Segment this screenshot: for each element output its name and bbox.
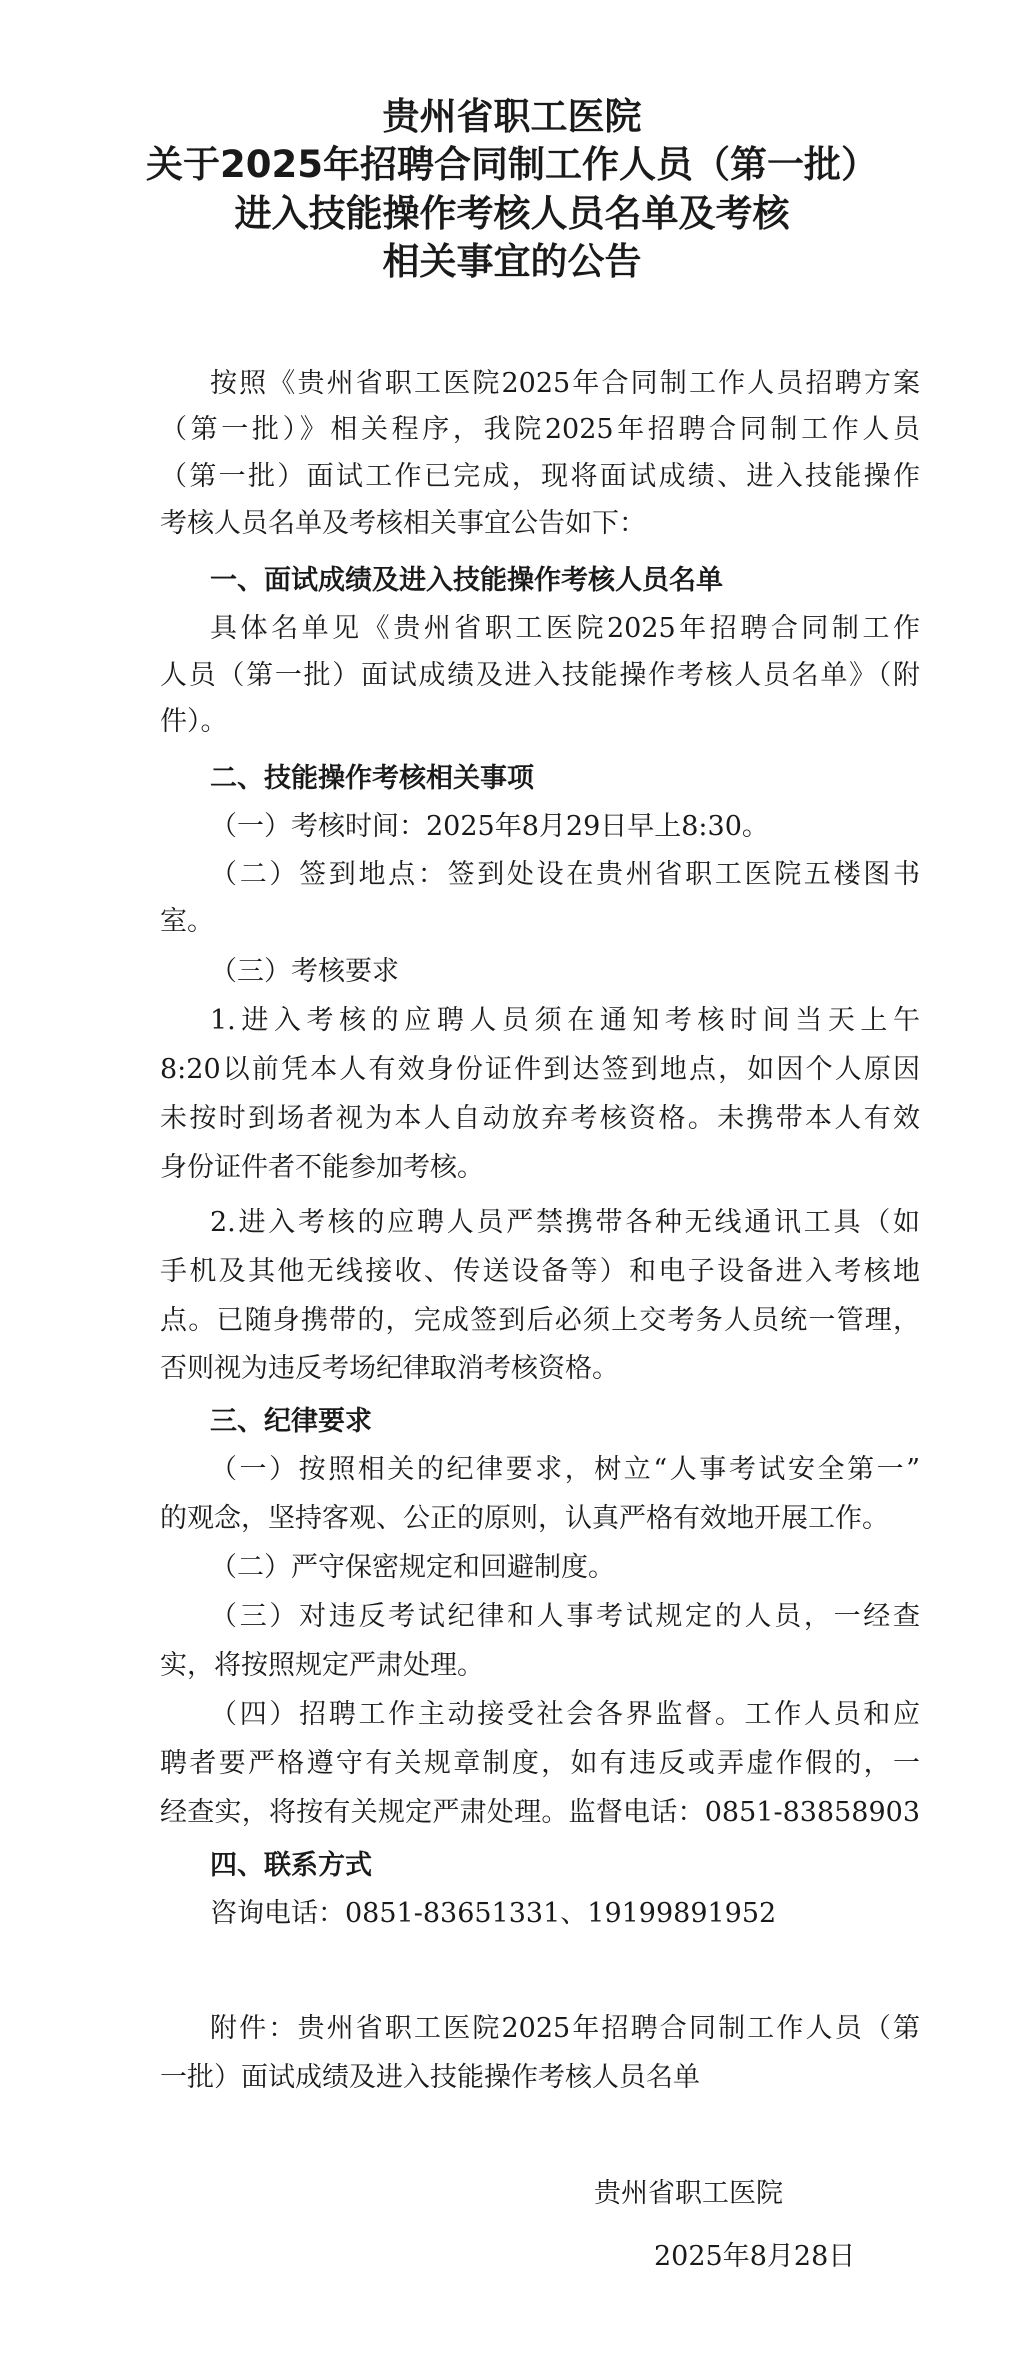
requirement-1-line: 身份证件者不能参加考核。 — [160, 1152, 484, 1183]
discipline-4-line: 聘者要严格遵守有关规章制度，如有违反或弄虚作假的，一 — [160, 1748, 920, 1779]
issuing-organization: 贵州省职工医院 — [594, 2178, 783, 2209]
requirement-1-line: 8:20以前凭本人有效身份证件到达签到地点，如因个人原因 — [160, 1054, 920, 1085]
section-3-heading: 三、纪律要求 — [210, 1406, 372, 1437]
contact-phone: 咨询电话：0851-83651331、19199891952 — [210, 1898, 777, 1929]
requirement-2-line: 手机及其他无线接收、传送设备等）和电子设备进入考核地 — [160, 1256, 920, 1287]
intro-line: （第一批）面试工作已完成，现将面试成绩、进入技能操作 — [160, 461, 920, 492]
check-in-location-cont: 室。 — [160, 906, 214, 937]
section-1-line: 人员（第一批）面试成绩及进入技能操作考核人员名单》（附 — [160, 660, 920, 691]
requirement-2-line: 否则视为违反考场纪律取消考核资格。 — [160, 1353, 619, 1384]
section-1-heading: 一、面试成绩及进入技能操作考核人员名单 — [210, 565, 723, 596]
section-1-line: 件）。 — [160, 706, 228, 737]
discipline-4-line: （四）招聘工作主动接受社会各界监督。工作人员和应 — [210, 1699, 920, 1730]
section-4-heading: 四、联系方式 — [210, 1850, 372, 1881]
issue-date: 2025年8月28日 — [654, 2241, 856, 2272]
intro-line: 考核人员名单及考核相关事宜公告如下： — [160, 508, 646, 539]
title-line-3: 进入技能操作考核人员名单及考核 — [234, 192, 790, 235]
title-line-2: 关于2025年招聘合同制工作人员（第一批） — [146, 143, 878, 186]
title-line-4: 相关事宜的公告 — [382, 240, 642, 283]
requirement-1-line: 1.进入考核的应聘人员须在通知考核时间当天上午 — [210, 1005, 920, 1036]
discipline-1-line: 的观念，坚持客观、公正的原则，认真严格有效地开展工作。 — [160, 1503, 889, 1534]
attachment-line: 附件：贵州省职工医院2025年招聘合同制工作人员（第 — [210, 2013, 920, 2044]
exam-requirements-label: （三）考核要求 — [210, 956, 399, 987]
discipline-1-line: （一）按照相关的纪律要求，树立“人事考试安全第一” — [210, 1454, 920, 1485]
exam-time: （一）考核时间：2025年8月29日早上8:30。 — [210, 811, 769, 842]
discipline-4-line: 经查实，将按有关规定严肃处理。监督电话：0851-83858903 — [160, 1797, 920, 1828]
requirement-1-line: 未按时到场者视为本人自动放弃考核资格。未携带本人有效 — [160, 1103, 920, 1134]
attachment-line: 一批）面试成绩及进入技能操作考核人员名单 — [160, 2062, 700, 2093]
discipline-3-line: 实，将按照规定严肃处理。 — [160, 1650, 484, 1681]
intro-line: 按照《贵州省职工医院2025年合同制工作人员招聘方案 — [210, 368, 920, 399]
intro-line: （第一批）》相关程序，我院2025年招聘合同制工作人员 — [160, 414, 920, 445]
title-line-1: 贵州省职工医院 — [382, 95, 642, 138]
check-in-location: （二）签到地点：签到处设在贵州省职工医院五楼图书 — [210, 859, 920, 890]
discipline-3-line: （三）对违反考试纪律和人事考试规定的人员，一经查 — [210, 1601, 920, 1632]
requirement-2-line: 2.进入考核的应聘人员严禁携带各种无线通讯工具（如 — [210, 1207, 920, 1238]
section-2-heading: 二、技能操作考核相关事项 — [210, 763, 534, 794]
requirement-2-line: 点。已随身携带的，完成签到后必须上交考务人员统一管理， — [160, 1305, 920, 1336]
discipline-2: （二）严守保密规定和回避制度。 — [210, 1552, 615, 1583]
section-1-line: 具体名单见《贵州省职工医院2025年招聘合同制工作 — [210, 613, 920, 644]
